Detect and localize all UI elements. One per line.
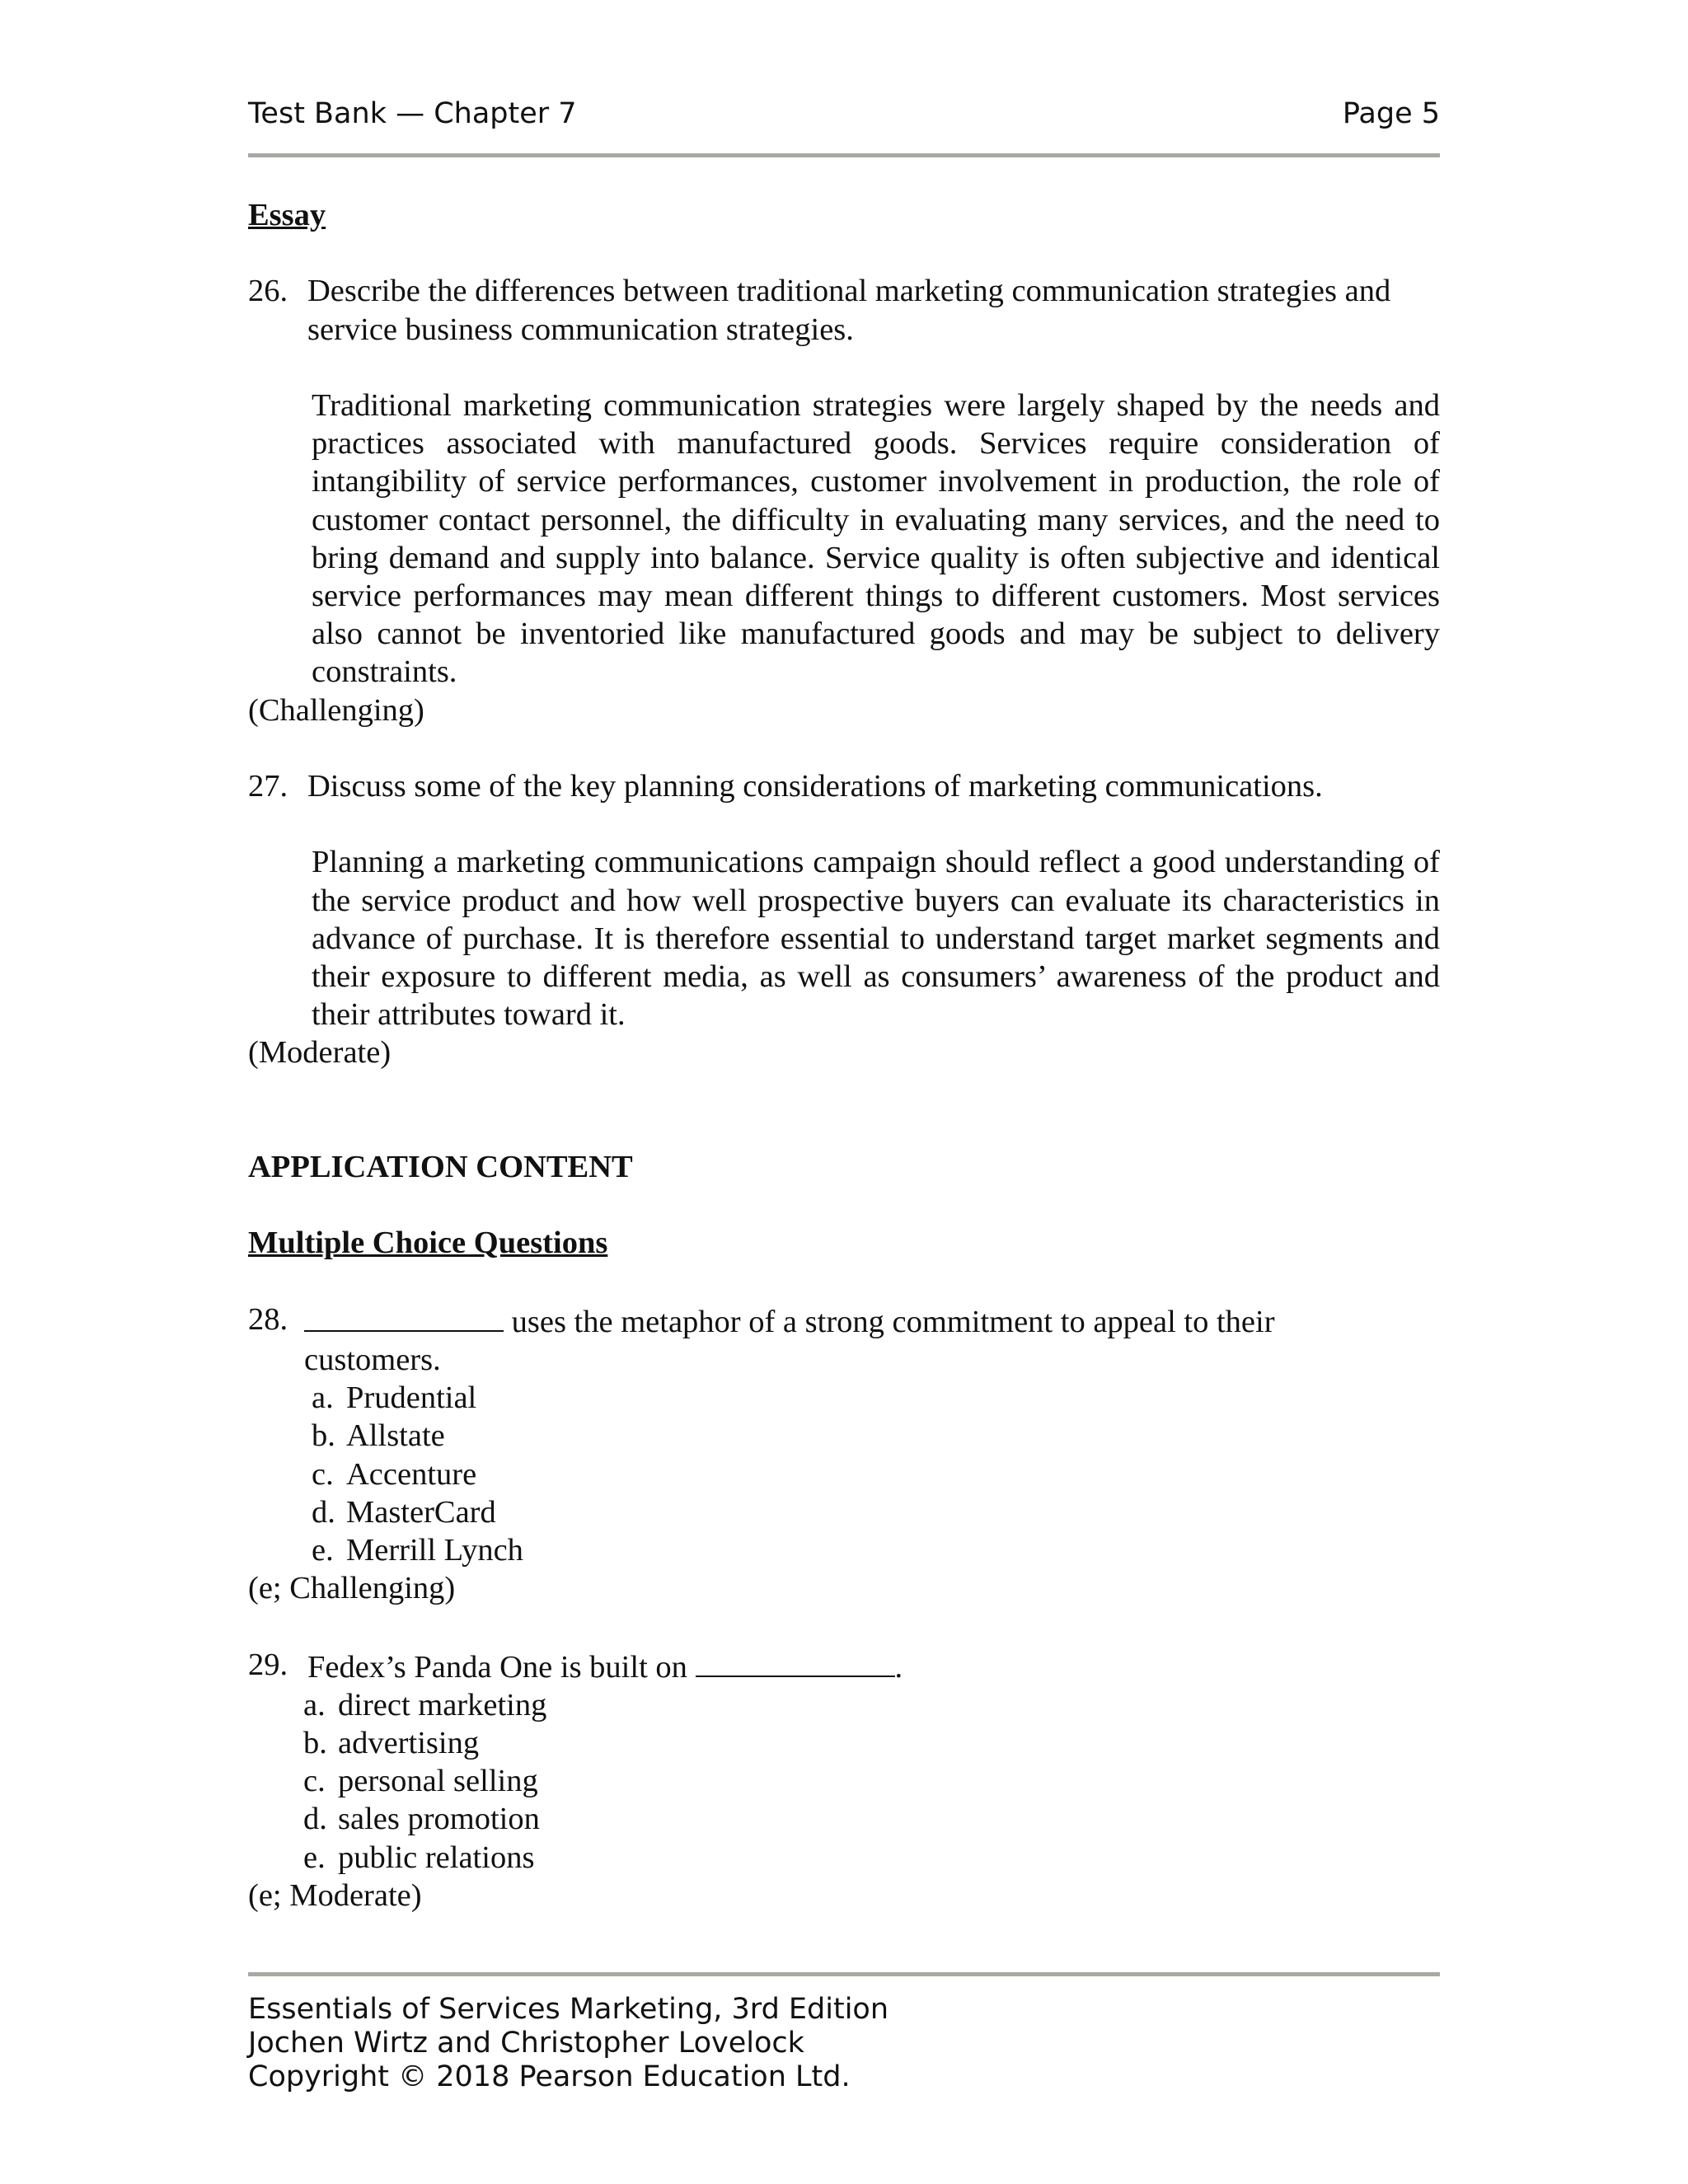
footer-divider — [248, 1972, 1440, 1976]
option-c: c. Accenture — [312, 1456, 477, 1492]
footer-copyright: Copyright © 2018 Pearson Education Ltd. — [248, 2060, 851, 2093]
difficulty-label: (Moderate) — [248, 1035, 392, 1071]
difficulty-label: (e; Challenging) — [248, 1571, 456, 1606]
mc-section-title: Multiple Choice Questions — [248, 1226, 608, 1261]
page-header — [248, 97, 1440, 135]
essay-question-26 — [248, 272, 1440, 729]
footer-authors: Jochen Wirtz and Christopher Lovelock — [248, 2027, 804, 2060]
question-text: uses the metaphor of a strong commitment to appeal to their customers. — [304, 1301, 1440, 1379]
options-list — [303, 1686, 1440, 1877]
page-content — [248, 196, 1440, 1915]
option-c: c. personal selling — [303, 1764, 538, 1799]
essay-section-title: Essay — [248, 198, 326, 232]
question-number: 28. — [248, 1301, 288, 1337]
option-a: a. Prudential — [312, 1380, 477, 1416]
option-d: d. sales promotion — [303, 1802, 540, 1837]
difficulty-label: (Challenging) — [248, 692, 424, 728]
page-number: Page 5 — [1342, 97, 1440, 130]
header-title: Test Bank — Chapter 7 — [248, 97, 577, 130]
option-d: d. MasterCard — [312, 1494, 496, 1530]
question-number: 27. — [248, 769, 288, 804]
option-e: e. public relations — [303, 1840, 535, 1875]
answer-blank — [304, 1301, 504, 1332]
question-number: 26. — [248, 274, 288, 309]
question-text: Discuss some of the key planning considerations of marketing communications. — [307, 769, 1323, 804]
page-footer — [248, 1993, 889, 2094]
question-text: Describe the differences between traditional marketing communication strategies and service business communication strategies. — [307, 274, 1391, 347]
difficulty-label: (e; Moderate) — [248, 1877, 422, 1913]
document-page — [248, 0, 1440, 2184]
answer-text: Planning a marketing communications campaign should reflect a good understanding of the service product and how well prospective buyers can evaluate its characteristics in advance of purchase. It is therefore essential to understand target market segments and their exposure to different media, as well as consumers’ awareness of the product and their attributes toward it. — [312, 845, 1440, 1033]
header-divider — [248, 153, 1440, 157]
option-b: b. advertising — [303, 1726, 480, 1760]
mc-question-28 — [248, 1301, 1440, 1608]
option-a: a. direct marketing — [303, 1687, 547, 1722]
question-text: Fedex’s Panda One is built on . — [307, 1646, 1440, 1686]
question-number: 29. — [248, 1647, 288, 1682]
essay-question-27 — [248, 767, 1440, 1072]
application-section-title: APPLICATION CONTENT — [248, 1150, 633, 1184]
mc-question-29 — [248, 1646, 1440, 1915]
answer-blank — [696, 1646, 895, 1677]
answer-text: Traditional marketing communication strategies were largely shaped by the needs and practices associated with manufactured goods. Services require consideration of intangibility of service performances, customer involvement in production, the role of customer contact personnel, the difficulty in evaluating many services, and the need to bring demand and supply into balance. Service quality is often subjective and identical service performances may mean different things to different customers. Most services also cannot be inventoried like manufactured goods and may be subject to delivery constraints. — [312, 387, 1440, 690]
footer-book-title: Essentials of Services Marketing, 3rd Edition — [248, 1993, 889, 2026]
options-list — [312, 1379, 1440, 1569]
option-b: b. Allstate — [312, 1418, 445, 1454]
option-e: e. Merrill Lynch — [312, 1533, 523, 1568]
